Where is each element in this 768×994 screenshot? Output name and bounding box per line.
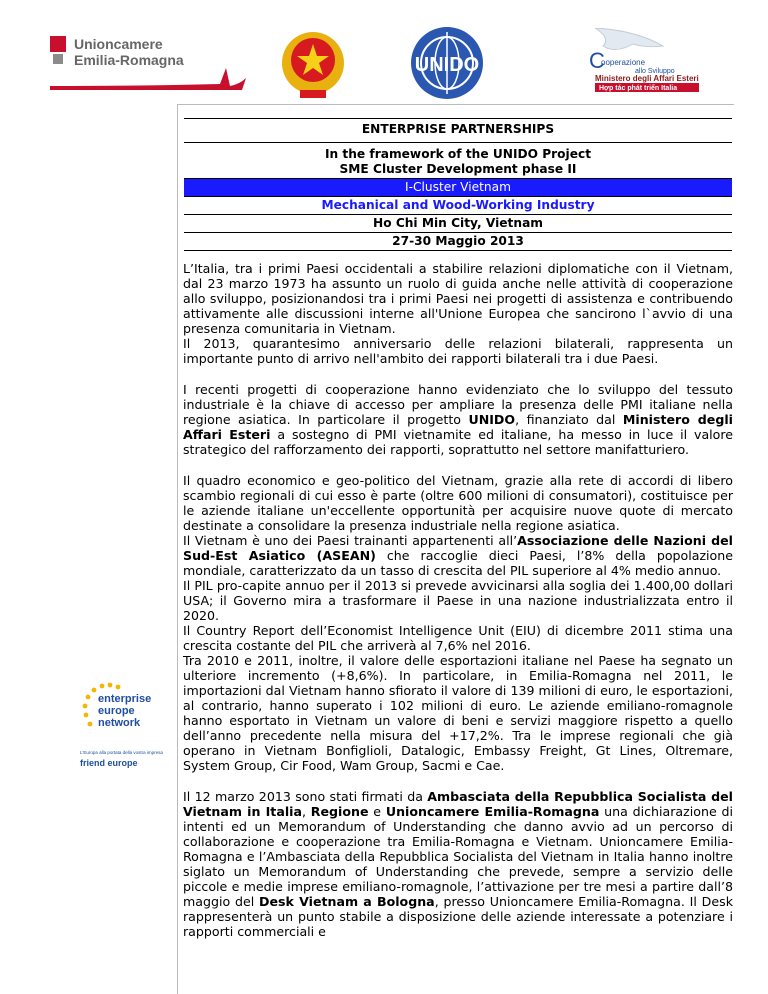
- industry-label: Mechanical and Wood-Working Industry: [184, 197, 732, 215]
- cluster-label: I-Cluster Vietnam: [184, 179, 732, 197]
- p4-text-c: ,: [301, 804, 311, 819]
- paragraph-3c: Il PIL pro-capite annuo per il 2013 si prevede avvicinarsi alla soglia dei 1.400,00 dollari USA; il Governo mira a trasformare il Paese in una nazione industrializzata entro il 2020.: [183, 578, 733, 623]
- event-header-table: [184, 118, 732, 251]
- p4-text-e: e: [368, 804, 386, 819]
- p3b-text-c: che raccoglie dieci Paesi, l’8% della popolazione mondiale, caratterizzato da un tasso di crescita del PIL superiore al 4% medio annuo.: [183, 548, 733, 578]
- frame-top-line: [178, 104, 734, 105]
- p2-text-a: I recenti progetti di cooperazione hanno evidenziato che lo sviluppo del tessuto industriale è la chiave di accesso per ampliare la presenza delle PMI italiane nella regione asiatica. In particolare il progetto: [183, 382, 733, 427]
- framework-line1: In the framework of the UNIDO Project: [324, 147, 592, 161]
- een-line1: enterprise: [98, 693, 152, 705]
- cooperazione-logo: [575, 28, 720, 92]
- unioncamere-line1: Unioncamere: [74, 36, 163, 52]
- p2-text-c: , finanziato dal: [515, 412, 623, 427]
- paragraph-1a: L’Italia, tra i primi Paesi occidentali a stabilire relazioni diplomatiche con il Vietnam, dal 23 marzo 1973 ha assunto un ruolo di guida anche nelle attività di cooperazione allo sviluppo, posizionandosi tra i primi Paesi nei progetti di assistenza e contribuendo attivamente alle discussioni interne all'Unione Europea che sancirono l`avvio di una presenza comunitaria in Vietnam.: [183, 261, 733, 336]
- unioncamere-swoosh: [50, 28, 250, 96]
- framework-line2: SME Cluster Development phase II: [339, 162, 577, 176]
- een-line4: L'Europa alla portata della vostra impresa: [80, 750, 163, 755]
- p3b-text-a: Il Vietnam è uno dei Paesi trainanti appartenenti all’: [183, 533, 518, 548]
- p4-regione: Regione: [310, 804, 369, 819]
- event-title: ENTERPRISE PARTNERSHIPS: [184, 119, 732, 143]
- paragraph-1b: Il 2013, quarantesimo anniversario delle relazioni bilaterali, rappresenta un importante punto di arrivo nell'ambito dei rapporti bilaterali tra i due Paesi.: [183, 336, 733, 366]
- p4-text-a: Il 12 marzo 2013 sono stati firmati da: [183, 789, 428, 804]
- framework-block: [184, 143, 732, 179]
- logo-header: [0, 0, 768, 100]
- coop-line1: ooperazione: [601, 58, 646, 67]
- een-line2: europe: [98, 705, 135, 717]
- p4-desk: Desk Vietnam a Bologna: [259, 894, 435, 909]
- paragraph-3b: [183, 533, 733, 578]
- unido-wordmark: UNIDO: [414, 54, 480, 76]
- coop-line2: allo Sviluppo: [635, 68, 675, 75]
- coop-line4: Hợp tác phát triển Italia: [599, 85, 678, 92]
- p4-text-g: una dichiarazione di intenti ed un Memorandum of Understanding che danno avvio ad un percorso di collaborazione e cooperazione tra Emilia-Romagna e Vietnam. Unioncamere Emilia-Romagna e l’Ambasciata della Repubblica Socialista del Vietnam in Italia hanno inoltre siglato un Memorandum of Understanding che prevede, sempre a servizio delle piccole e medie imprese emiliano-romagnole, l’attivazione per tre mesi a partire dall’8 maggio del: [183, 804, 733, 909]
- p3b-asean: Associazione delle Nazioni del Sud-Est Asiatico (ASEAN): [183, 533, 734, 563]
- p2-ministero: Ministero degli Affari Esteri: [183, 412, 733, 442]
- enterprise-europe-network-logo: [80, 682, 174, 778]
- paragraph-3a: Il quadro economico e geo-politico del Vietnam, grazie alla rete di accordi di libero scambio regionali di cui esso è parte (oltre 600 milioni di consumatori), costituisce per le aziende italiane un'eccellente opportunità per acquisire nuove quote di mercato destinate a consolidare la presenza industriale nella regione asiatica.: [183, 473, 733, 533]
- p4-ambasciata: Ambasciata della Repubblica Socialista del Vietnam in Italia: [183, 789, 734, 819]
- svg-text:C: C: [589, 48, 605, 73]
- paragraph-4: [183, 789, 733, 939]
- paragraph-3e: Tra 2010 e 2011, inoltre, il valore delle esportazioni italiane nel Paese ha segnato un ulteriore incremento (+8,6%). In particolare, in Emilia-Romagna nel 2011, le importazioni dal Vietnam hanno sfiorato il valore di 139 milioni di euro, le esportazioni, al contrario, hanno superato i 102 milioni di euro. Le aziende emiliano-romagnole hanno esportato in Vietnam un valore di beni e servizi maggiore rispetto a quello dell’anno precedente nella misura del +17,2%. Tra le imprese regionali che già operano in Vietnam Bonfiglioli, Datalogic, Embassy Freight, Gt Lines, Oltremare, System Group, Cir Food, Wam Group, Sacmi e Cae.: [183, 653, 733, 773]
- frame-left-line: [177, 104, 178, 994]
- paragraph-2: [183, 382, 733, 457]
- coop-line3: Ministero degli Affari Esteri: [595, 74, 699, 83]
- p4-unioncamere: Unioncamere Emilia-Romagna: [385, 804, 600, 819]
- paragraph-3d: Il Country Report dell’Economist Intelligence Unit (EIU) di dicembre 2011 stima una crescita costante del PIL che arriverà al 7,6% nel 2016.: [183, 623, 733, 653]
- document-body: [183, 261, 733, 955]
- place-label: Ho Chi Min City, Vietnam: [184, 215, 732, 233]
- unido-logo: [410, 26, 484, 100]
- vietnam-emblem-icon: [278, 30, 348, 100]
- unioncamere-logo: [50, 28, 250, 96]
- een-line5: friend europe: [80, 758, 138, 768]
- unioncamere-line2: Emilia-Romagna: [74, 52, 184, 68]
- een-line3: network: [98, 717, 141, 729]
- p2-text-e: a sostegno di PMI vietnamite ed italiane, ha messo in luce il valore strategico del rafforzamento dei rapporti, soprattutto nel settore manifatturiero.: [183, 427, 734, 457]
- p2-unido: UNIDO: [468, 412, 516, 427]
- dates-label: 27-30 Maggio 2013: [184, 233, 732, 251]
- p4-text-i: , presso Unioncamere Emilia-Romagna. Il Desk rappresenterà un punto stabile a disposizione delle aziende interessate a potenziare i rapporti commerciali e: [183, 894, 733, 939]
